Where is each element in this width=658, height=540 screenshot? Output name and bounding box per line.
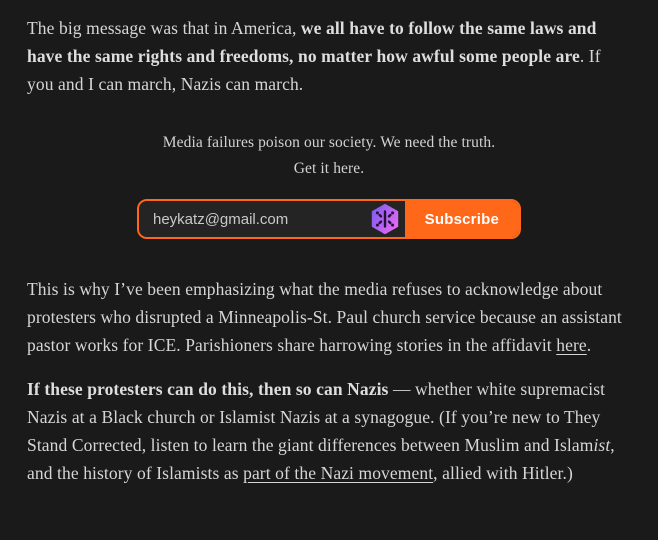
tagline-line-2: Get it here. [293, 160, 365, 177]
text-segment: The big message was that in America, [27, 18, 301, 38]
tagline-line-1: Media failures poison our society. We need the truth. [162, 134, 496, 151]
italic-text: ist [593, 435, 611, 455]
text-segment: , and the history of Islamists as [27, 435, 615, 483]
affidavit-here-link[interactable]: here [556, 335, 587, 355]
email-field-wrap [139, 201, 405, 237]
paragraph-2 [27, 275, 631, 359]
subscribe-tagline [27, 130, 631, 182]
bold-text: we all have to follow the same laws and have the same rights and freedoms, no matter how awful some people are [27, 18, 597, 66]
subscribe-section [27, 130, 631, 239]
bold-text: If these protesters can do this, then so can Nazis [27, 379, 389, 399]
text-segment: This is why I’ve been emphasizing what the media refuses to acknowledge about protesters who disrupted a Minneapolis-St. Paul church service because an assistant pastor works for ICE. Parishioners share harrowing stories in the affidavit [27, 279, 622, 355]
subscribe-button[interactable]: Subscribe [405, 201, 519, 237]
text-segment: — whether white supremacist Nazis at a Black church or Islamist Nazis at a synagogue. (If you’re new to They Stand Corrected, listen to learn the giant differences between Muslim and Islam [27, 379, 606, 455]
text-segment: , allied with Hitler.) [433, 463, 573, 483]
email-input[interactable] [139, 201, 405, 237]
paragraph-1 [27, 14, 631, 98]
text-segment: . [586, 335, 592, 355]
password-manager-extension-icon[interactable] [370, 203, 400, 235]
text-segment: . If you and I can march, Nazis can march. [27, 46, 601, 94]
paragraph-3 [27, 375, 631, 487]
nazi-movement-link[interactable]: part of the Nazi movement [243, 463, 434, 483]
subscribe-form [137, 199, 521, 239]
